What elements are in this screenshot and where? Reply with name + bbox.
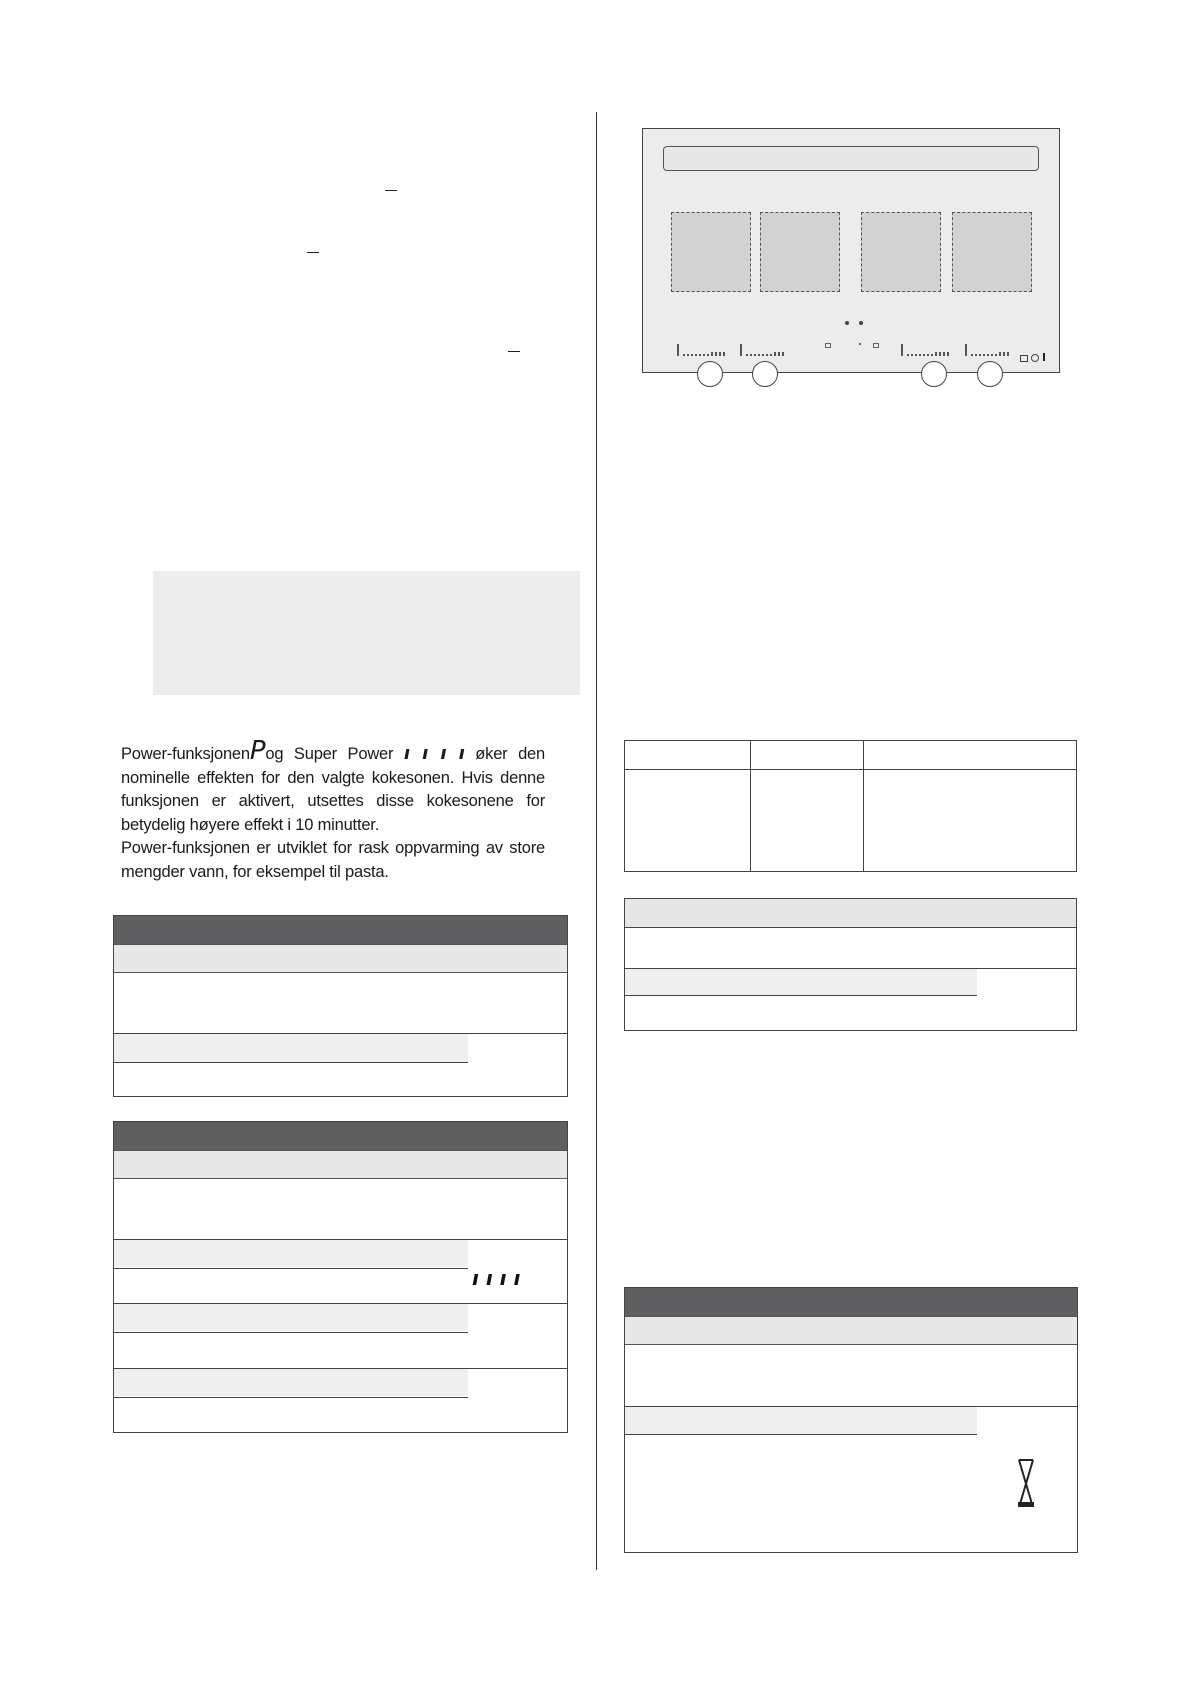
- callout-circle-3: [921, 361, 947, 387]
- para-mid: og Super Power: [265, 745, 394, 763]
- indicator-bar-icon: [1043, 353, 1045, 361]
- left-table-1-line-2: [114, 1062, 468, 1063]
- para-rest: effekten for den valgte kokesonen. Hvis denne funksjonen er aktivert, utsettes disse kokesonene for betydelig høyere effekt i 10 minutter.: [121, 768, 545, 834]
- left-table-2-step-2: [114, 1304, 468, 1331]
- callout-circle-2: [752, 361, 778, 387]
- cooking-zone-3: [861, 212, 941, 292]
- right-table-timer-line-b: [625, 1434, 977, 1435]
- timer-mark-1: [825, 343, 831, 348]
- right-table-three-col-header-line: [625, 769, 1076, 770]
- right-table-b-step: [625, 969, 977, 995]
- right-table-timer-header: [625, 1288, 1077, 1316]
- timer-dot-2: [859, 321, 863, 325]
- right-table-b-line-c: [625, 995, 977, 996]
- hourglass-icon: [1017, 1458, 1035, 1508]
- left-table-1-subheader: [114, 944, 567, 973]
- right-table-three-col: [624, 740, 1077, 872]
- center-timer-controls[interactable]: [825, 321, 877, 351]
- para-intro: Power-funksjonen: [121, 745, 250, 763]
- para-after: øker den nominelle: [121, 745, 545, 787]
- overline-mark-2: [307, 252, 319, 253]
- left-table-1-step-row: [114, 1034, 468, 1062]
- left-table-2-step-1: [114, 1240, 468, 1267]
- left-table-1-header: [114, 916, 567, 944]
- power-icon[interactable]: [1031, 354, 1039, 362]
- note-box: [153, 571, 580, 695]
- right-table-b-header: [625, 899, 1076, 927]
- panel-display-bar: [663, 146, 1039, 171]
- left-table-2-line-f: [114, 1397, 468, 1398]
- right-table-three-col-divider-2: [863, 741, 864, 871]
- right-table-three-col-divider-1: [750, 741, 751, 871]
- cooking-zone-2: [760, 212, 840, 292]
- superpower-display-icon: ı ı ı ı: [472, 1266, 521, 1290]
- left-table-2-header: [114, 1122, 567, 1150]
- overline-mark-1: [385, 190, 397, 191]
- timer-dot-1: [845, 321, 849, 325]
- power-slider-2[interactable]: [740, 342, 786, 356]
- callout-circle-4: [977, 361, 1003, 387]
- right-table-timer-step: [625, 1407, 977, 1434]
- power-p-symbol: P: [249, 736, 266, 766]
- cooking-zone-4: [952, 212, 1032, 292]
- left-table-2: [113, 1121, 568, 1433]
- power-function-paragraph: [121, 736, 545, 884]
- callout-circle-1: [697, 361, 723, 387]
- timer-mark-3: [859, 343, 861, 345]
- left-table-2-line-d: [114, 1332, 468, 1333]
- control-panel-diagram: [642, 128, 1060, 373]
- timer-mark-2: [873, 343, 879, 348]
- column-divider: [596, 112, 597, 1570]
- right-table-b: [624, 898, 1077, 1031]
- superpower-symbol: ı ı ı ı: [403, 743, 465, 764]
- cooking-zone-1: [671, 212, 751, 292]
- right-table-timer-subheader: [625, 1316, 1077, 1345]
- power-slider-1[interactable]: [677, 342, 727, 356]
- left-table-1: [113, 915, 568, 1097]
- lock-icon[interactable]: [1020, 355, 1028, 362]
- right-table-timer: [624, 1287, 1078, 1553]
- power-slider-3[interactable]: [901, 342, 951, 356]
- left-table-2-subheader: [114, 1150, 567, 1179]
- left-table-2-line-b: [114, 1268, 468, 1269]
- right-table-b-line-a: [625, 927, 1076, 928]
- left-table-2-step-3: [114, 1369, 468, 1396]
- power-slider-4[interactable]: [965, 342, 1011, 356]
- overline-mark-3: [508, 351, 520, 352]
- para-second: Power-funksjonen er utviklet for rask oppvarming av store mengder vann, for eksempel til pasta.: [121, 839, 545, 881]
